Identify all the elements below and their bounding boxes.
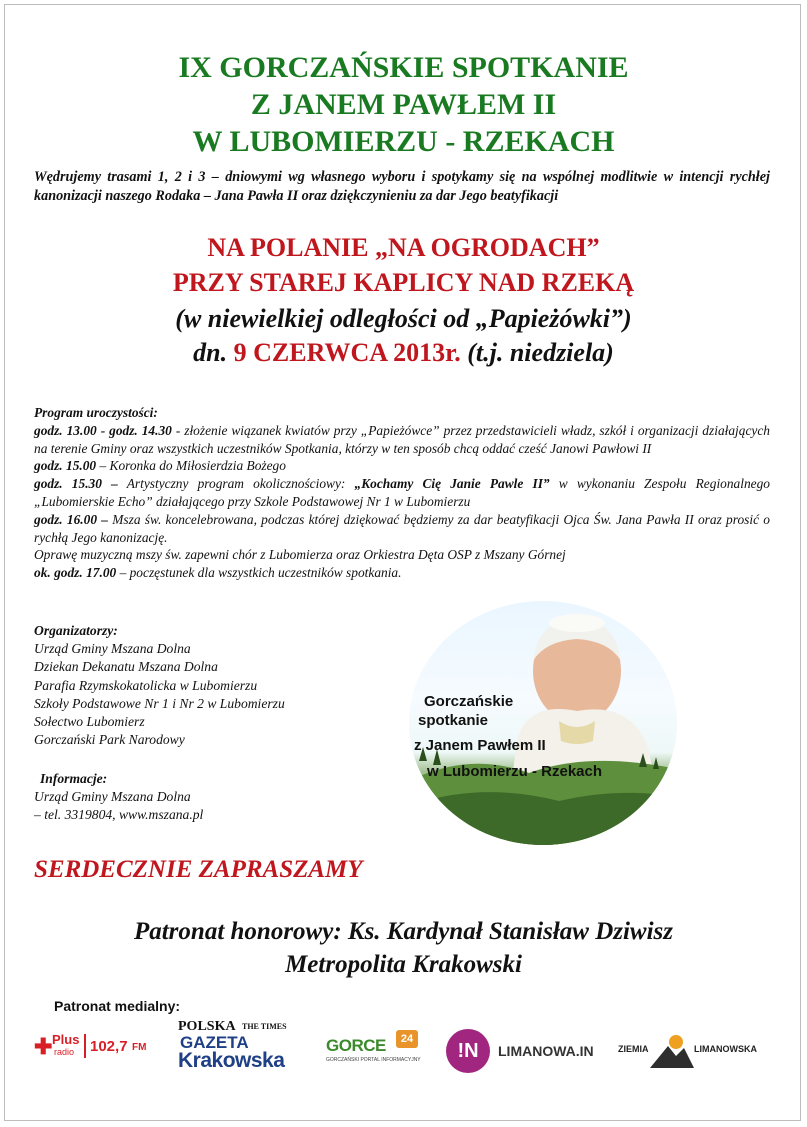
gorce-subtitle: GORCZAŃSKI PORTAL INFORMACYJNY xyxy=(326,1057,421,1063)
program-time: godz. 16.00 – xyxy=(34,511,108,527)
date-prefix: dn. xyxy=(193,338,228,367)
gazeta-polska: POLSKA xyxy=(178,1019,236,1034)
plus-wordmark: Plus xyxy=(52,1032,80,1047)
badge-line-4: w Lubomierzu - Rzekach xyxy=(427,763,603,780)
program-section xyxy=(34,404,770,582)
program-text: – poczęstunek dla wszystkich uczestników spotkania. xyxy=(116,565,402,581)
main-title-line-1: IX GORCZAŃSKIE SPOTKANIE xyxy=(178,51,629,84)
program-item-2 xyxy=(34,457,770,475)
plus-fm: FM xyxy=(132,1042,147,1053)
program-time: ok. godz. 17.00 xyxy=(34,565,117,581)
gazeta-krakowska-logo xyxy=(178,1019,302,1075)
program-text: – Koronka do Miłosierdzia Bożego xyxy=(96,458,286,474)
honorary-patron-line-1: Patronat honorowy: Ks. Kardynał Stanisław Dziwisz xyxy=(133,918,674,945)
main-title-line-2: Z JANEM PAWŁEM II xyxy=(250,88,557,121)
program-item-1 xyxy=(34,422,770,458)
program-item-3 xyxy=(34,475,770,511)
limanowa-in-icon: !N xyxy=(446,1029,490,1073)
organizer-item: Szkoły Podstawowe Nr 1 i Nr 2 w Lubomierzu xyxy=(34,695,285,711)
location-line-2: PRZY STAREJ KAPLICY NAD RZEKĄ xyxy=(172,268,635,297)
badge-line-1: Gorczańskie xyxy=(424,693,514,710)
gazeta-times: THE TIMES xyxy=(242,1022,287,1031)
info-heading: Informacje: xyxy=(40,771,108,786)
limanowa-in-wordmark: LIMANOWA.IN xyxy=(498,1043,594,1059)
plus-cross-icon: ✚ xyxy=(34,1034,53,1059)
plus-radio-logo xyxy=(34,1032,154,1062)
gorce-wordmark: GORCE xyxy=(326,1036,386,1055)
badge-line-2: spotkanie xyxy=(418,712,489,729)
plus-frequency: 102,7 xyxy=(90,1038,128,1055)
event-date-line xyxy=(0,337,807,369)
organizer-item: Urząd Gminy Mszana Dolna xyxy=(34,641,191,657)
program-item-4 xyxy=(34,511,770,547)
gorce-number-badge: 24 xyxy=(396,1030,418,1048)
program-item-5: Oprawę muzyczną mszy św. zapewni chór z Lubomierza oraz Orkiestra Dęta OSP z Mszany Górnej xyxy=(34,547,566,563)
gazeta-name: GAZETA xyxy=(180,1033,249,1052)
mountain-icon xyxy=(650,1030,694,1070)
badge-line-3: z Janem Pawłem II xyxy=(414,737,546,754)
program-time: godz. 15.00 xyxy=(34,458,97,474)
gazeta-krakowska: Krakowska xyxy=(178,1049,285,1072)
limanowa-in-logo xyxy=(446,1029,594,1075)
location-line-1: NA POLANIE „NA OGRODACH” xyxy=(207,233,600,262)
plus-divider xyxy=(84,1034,86,1058)
program-text: w wykonaniu Zespołu Regionalnego „Lubomierskie Echo” działającego przy Szkole Podstawowej Nr 1 w Lubomierzu xyxy=(34,476,770,509)
limanowska-label: LIMANOWSKA xyxy=(694,1044,757,1054)
date-suffix: (t.j. niedziela) xyxy=(467,338,614,367)
event-badge-image xyxy=(409,601,677,845)
invitation-text: SERDECZNIE ZAPRASZAMY xyxy=(34,856,363,883)
program-time: godz. 13.00 - godz. 14.30 xyxy=(34,422,172,438)
program-time: godz. 15.30 – xyxy=(34,476,118,492)
program-heading: Program uroczystości: xyxy=(34,405,158,420)
location-line-3: (w niewielkiej odległości od „Papieżówki”) xyxy=(175,304,632,333)
organizers-section xyxy=(34,622,364,749)
program-text: - złożenie wiązanek kwiatów przy „Papieżówce” przez przedstawicieli władz, szkół i organizacji działających na terenie Gminy oraz wszystkich uczestników Spotkania, którzy w ten sposób chcą oddać cześć Janowi Pawłowi II xyxy=(34,422,770,456)
info-line-1: Urząd Gminy Mszana Dolna xyxy=(34,789,191,805)
honorary-patron-line-2: Metropolita Krakowski xyxy=(285,951,522,978)
ziemia-label: ZIEMIA xyxy=(618,1044,649,1054)
organizer-item: Parafia Rzymskokatolicka w Lubomierzu xyxy=(34,677,258,693)
organizer-item: Gorczański Park Narodowy xyxy=(34,732,185,748)
organizers-heading: Organizatorzy: xyxy=(34,623,118,638)
program-text: Msza św. koncelebrowana, podczas której dziękować będziemy za dar beatyfikacji Ojca Św. Jana Pawła II oraz prosić o rychłą Jego kanonizację. xyxy=(34,511,770,545)
intro-paragraph: Wędrujemy trasami 1, 2 i 3 – dniowymi wg własnego wyboru i spotykamy się na wspólnej modlitwie w intencji rychłej kanonizacji naszego Rodaka – Jana Pawła II oraz dziękczynieniu za dar Jego beatyfikacji xyxy=(34,169,770,204)
ziemia-limanowska-logo xyxy=(618,1030,758,1074)
plus-radio-sub: radio xyxy=(54,1047,75,1057)
info-section xyxy=(34,770,364,825)
event-date: 9 CZERWCA 2013r. xyxy=(233,338,461,367)
organizer-item: Dziekan Dekanatu Mszana Dolna xyxy=(34,659,218,675)
organizer-item: Sołectwo Lubomierz xyxy=(34,714,145,730)
gorce24-logo xyxy=(326,1030,426,1066)
media-patronage-label: Patronat medialny: xyxy=(54,998,181,1014)
info-contact: – tel. 3319804, www.mszana.pl xyxy=(34,807,204,823)
program-text: Artystyczny program okolicznościowy: xyxy=(117,476,355,492)
program-item-6 xyxy=(34,564,770,582)
program-performance-title: „Kochamy Cię Janie Pawle II” xyxy=(354,476,550,492)
main-title-line-3: W LUBOMIERZU - RZEKACH xyxy=(192,125,615,158)
